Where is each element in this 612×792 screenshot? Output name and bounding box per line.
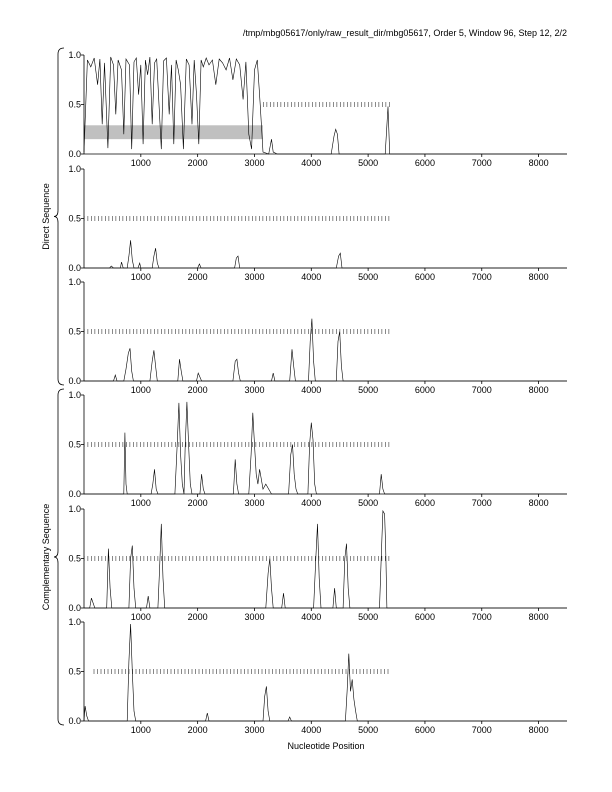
x-tick-label: 5000 [358, 612, 379, 622]
x-tick-label: 3000 [244, 612, 265, 622]
panel-2 [68, 164, 567, 282]
x-tick-label: 5000 [358, 158, 379, 168]
y-tick-label: 0.5 [68, 666, 81, 677]
x-tick-label: 6000 [414, 272, 435, 282]
panel-5 [68, 504, 567, 622]
x-tick-label: 7000 [471, 385, 492, 395]
x-tick-label: 5000 [358, 272, 379, 282]
x-tick-label: 1000 [130, 272, 151, 282]
bracket-1 [54, 48, 64, 385]
y-tick-label: 1.0 [68, 504, 81, 514]
x-tick-label: 3000 [244, 385, 265, 395]
x-tick-label: 1000 [130, 725, 151, 735]
x-tick-label: 3000 [244, 725, 265, 735]
x-tick-label: 3000 [244, 272, 265, 282]
series-line [84, 624, 567, 721]
group-label-2: Complementary Sequence [41, 503, 51, 611]
series-line [84, 57, 567, 154]
panel-3 [68, 277, 567, 395]
x-tick-label: 3000 [244, 498, 265, 508]
x-tick-label: 7000 [471, 498, 492, 508]
x-tick-label: 8000 [528, 498, 549, 508]
x-tick-label: 2000 [187, 385, 208, 395]
y-tick-label: 0.0 [68, 603, 81, 613]
x-tick-label: 1000 [130, 385, 151, 395]
x-tick-label: 8000 [528, 385, 549, 395]
y-tick-label: 1.0 [68, 277, 81, 287]
panel-6 [68, 617, 567, 735]
brackets-layer [41, 48, 64, 725]
x-tick-label: 4000 [301, 612, 322, 622]
x-tick-label: 7000 [471, 272, 492, 282]
x-tick-label: 8000 [528, 272, 549, 282]
x-tick-label: 6000 [414, 725, 435, 735]
x-tick-label: 4000 [301, 498, 322, 508]
y-tick-label: 0.0 [68, 489, 81, 499]
x-tick-label: 2000 [187, 272, 208, 282]
x-tick-label: 7000 [471, 725, 492, 735]
series-line [84, 240, 567, 268]
x-tick-label: 6000 [414, 385, 435, 395]
x-tick-label: 7000 [471, 158, 492, 168]
bracket-2 [54, 389, 64, 725]
x-tick-label: 5000 [358, 725, 379, 735]
y-tick-label: 1.0 [68, 50, 81, 60]
y-tick-label: 0.0 [68, 263, 81, 273]
y-tick-label: 1.0 [68, 164, 81, 174]
x-tick-label: 8000 [528, 725, 549, 735]
chart-title: /tmp/mbg05617/only/raw_result_dir/mbg05617, Order 5, Window 96, Step 12, 2/2 [242, 28, 567, 38]
y-tick-label: 0.0 [68, 376, 81, 386]
x-tick-label: 3000 [244, 158, 265, 168]
x-tick-label: 2000 [187, 158, 208, 168]
x-tick-label: 6000 [414, 158, 435, 168]
x-tick-label: 8000 [528, 612, 549, 622]
x-tick-label: 1000 [130, 612, 151, 622]
y-tick-label: 0.5 [68, 99, 81, 110]
x-tick-label: 6000 [414, 612, 435, 622]
group-label-1: Direct Sequence [41, 183, 51, 250]
x-tick-label: 2000 [187, 498, 208, 508]
y-tick-label: 0.0 [68, 149, 81, 159]
x-tick-label: 2000 [187, 612, 208, 622]
panels-layer [68, 50, 567, 735]
x-tick-label: 7000 [471, 612, 492, 622]
x-tick-label: 4000 [301, 272, 322, 282]
panel-1 [68, 50, 567, 168]
series-line [84, 319, 567, 381]
x-tick-label: 1000 [130, 158, 151, 168]
x-tick-label: 4000 [301, 385, 322, 395]
panel-4 [68, 390, 567, 508]
y-tick-label: 0.5 [68, 326, 81, 337]
x-tick-label: 1000 [130, 498, 151, 508]
x-tick-label: 4000 [301, 725, 322, 735]
x-tick-label: 4000 [301, 158, 322, 168]
y-tick-label: 1.0 [68, 617, 81, 627]
y-tick-label: 1.0 [68, 390, 81, 400]
y-tick-label: 0.0 [68, 716, 81, 726]
x-tick-label: 2000 [187, 725, 208, 735]
y-tick-label: 0.5 [68, 213, 81, 224]
series-line [84, 402, 567, 494]
x-tick-label: 6000 [414, 498, 435, 508]
x-tick-label: 5000 [358, 498, 379, 508]
x-tick-label: 5000 [358, 385, 379, 395]
x-tick-label: 8000 [528, 158, 549, 168]
y-tick-label: 0.5 [68, 553, 81, 564]
y-tick-label: 0.5 [68, 439, 81, 450]
x-axis-title: Nucleotide Position [287, 741, 365, 751]
